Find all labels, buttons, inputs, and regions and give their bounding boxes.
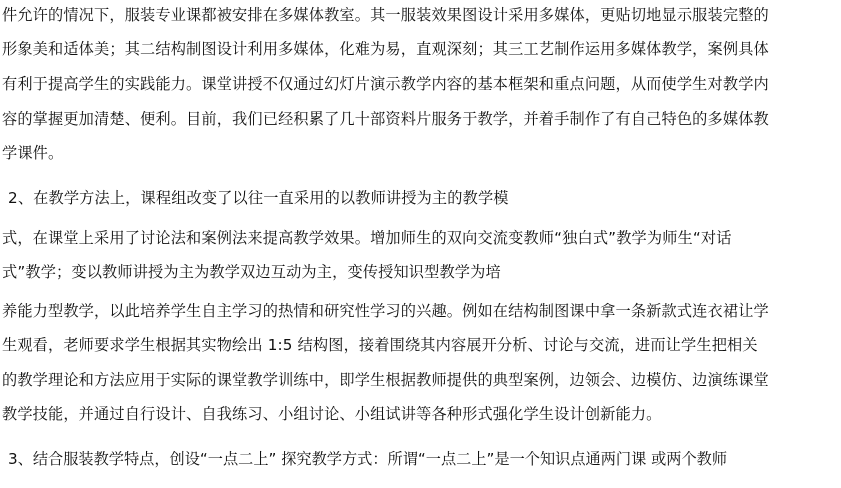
text-line: 形象美和适体美；其二结构制图设计利用多媒体，化难为易，直观深刻；其三工艺制作运用多媒体教学，案例具体 — [2, 40, 769, 58]
text-line: 学课件。 — [2, 144, 64, 162]
text-line: 容的掌握更加清楚、便利。目前，我们已经积累了几十部资料片服务于教学，并着手制作了有自己特色的多媒体教 — [2, 110, 769, 128]
text-line: 式”教学；变以教师讲授为主为教学双边互动为主，变传授知识型教学为培 — [2, 263, 501, 281]
text-line: 生观看，老师要求学生根据其实物绘出 1:5 结构图，接着围绕其内容展开分析、讨论与交流，进而让学生把相关 — [2, 336, 758, 354]
text-line: 件允许的情况下，服装专业课都被安排在多媒体教室。其一服装效果图设计采用多媒体，更贴切地显示服装完整的 — [2, 6, 769, 24]
text-line: 教学技能，并通过自行设计、自我练习、小组讨论、小组试讲等各种形式强化学生设计创新能力。 — [2, 405, 662, 423]
paragraph-3-heading-line: 3、结合服装教学特点，创设“一点二上” 探究教学方式：所谓“一点二上”是一个知识点通两门课 或两个教师 — [8, 450, 728, 468]
text-line: 式，在课堂上采用了讨论法和案例法来提高教学效果。增加师生的双向交流变教师“独白式”教学为师生“对话 — [2, 229, 732, 247]
text-line: 有利于提高学生的实践能力。课堂讲授不仅通过幻灯片演示教学内容的基本框架和重点问题，从而使学生对教学内 — [2, 75, 769, 93]
text-line: 的教学理论和方法应用于实际的课堂教学训练中，即学生根据教师提供的典型案例，边领会、边模仿、边演练课堂 — [2, 371, 769, 389]
text-line: 养能力型教学，以此培养学生自主学习的热情和研究性学习的兴趣。例如在结构制图课中拿一条新款式连衣裙让学 — [2, 302, 769, 320]
paragraph-2-heading-line: 2、在教学方法上，课程组改变了以往一直采用的以教师讲授为主的教学模 — [8, 189, 509, 207]
